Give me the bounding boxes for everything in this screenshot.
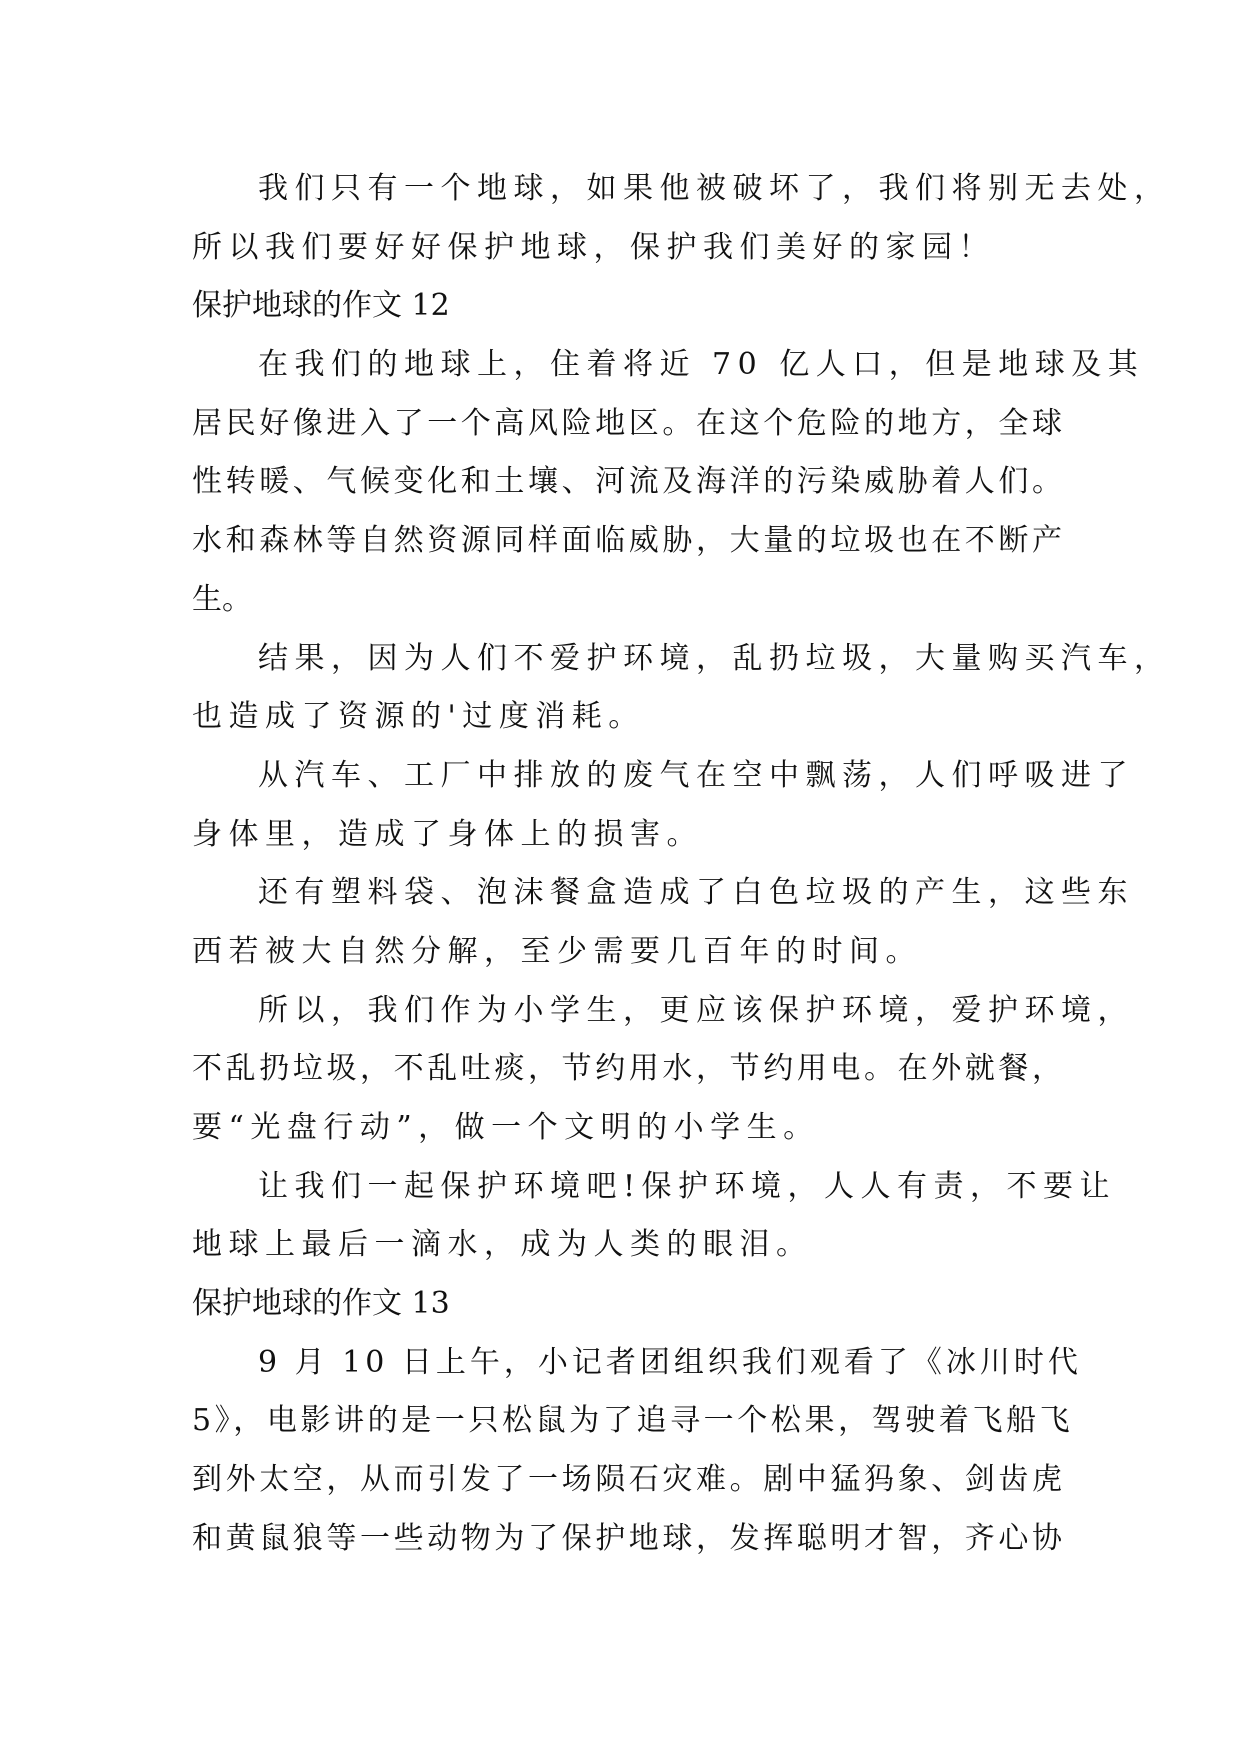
paragraph-line: 还有塑料袋、泡沫餐盒造成了白色垃圾的产生，这些东 bbox=[258, 875, 1134, 911]
paragraph-line: 也造成了资源的'过度消耗。 bbox=[192, 699, 645, 735]
section-heading: 保护地球的作文 12 bbox=[192, 288, 450, 324]
section-heading: 保护地球的作文 13 bbox=[192, 1286, 450, 1322]
paragraph-line: 地球上最后一滴水，成为人类的眼泪。 bbox=[192, 1227, 813, 1263]
paragraph-line: 所以我们要好好保护地球，保护我们美好的家园！ bbox=[192, 229, 995, 265]
paragraph-line: 水和森林等自然资源同样面临威胁，大量的垃圾也在不断产 bbox=[192, 523, 1066, 559]
paragraph-line: 到外太空，从而引发了一场陨石灾难。剧中猛犸象、剑齿虎 bbox=[192, 1462, 1066, 1498]
paragraph-line: 居民好像进入了一个高风险地区。在这个危险的地方，全球 bbox=[192, 405, 1066, 441]
paragraph-line: 在我们的地球上，住着将近 70 亿人口，但是地球及其 bbox=[258, 347, 1145, 383]
paragraph-line: 我们只有一个地球，如果他被破坏了，我们将别无去处， bbox=[258, 171, 1171, 206]
paragraph-line: 5》，电影讲的是一只松鼠为了追寻一个松果，驾驶着飞船飞 bbox=[192, 1403, 1074, 1439]
paragraph-line: 结果，因为人们不爱护环境，乱扔垃圾，大量购买汽车， bbox=[258, 640, 1171, 676]
essay-body bbox=[192, 160, 1171, 1569]
paragraph-line: 从汽车、工厂中排放的废气在空中飘荡，人们呼吸进了 bbox=[258, 757, 1134, 793]
paragraph-line: 9 月 10 日上午，小记者团组织我们观看了《冰川时代 bbox=[258, 1344, 1082, 1380]
paragraph-line: 生。 bbox=[192, 581, 252, 617]
paragraph-line: 和黄鼠狼等一些动物为了保护地球，发挥聪明才智，齐心协 bbox=[192, 1520, 1066, 1556]
paragraph-line: 不乱扔垃圾，不乱吐痰，节约用水，节约用电。在外就餐， bbox=[192, 1051, 1066, 1087]
paragraph-line: 身体里，造成了身体上的损害。 bbox=[192, 816, 703, 852]
paragraph-line: 性转暖、气候变化和土壤、河流及海洋的污染威胁着人们。 bbox=[192, 464, 1066, 500]
paragraph-line: 要“光盘行动”，做一个文明的小学生。 bbox=[192, 1110, 820, 1145]
paragraph-line: 西若被大自然分解，至少需要几百年的时间。 bbox=[192, 933, 922, 969]
paragraph-line: 所以，我们作为小学生，更应该保护环境，爱护环境， bbox=[258, 992, 1134, 1028]
paragraph-line: 让我们一起保护环境吧!保护环境，人人有责，不要让 bbox=[258, 1168, 1117, 1204]
